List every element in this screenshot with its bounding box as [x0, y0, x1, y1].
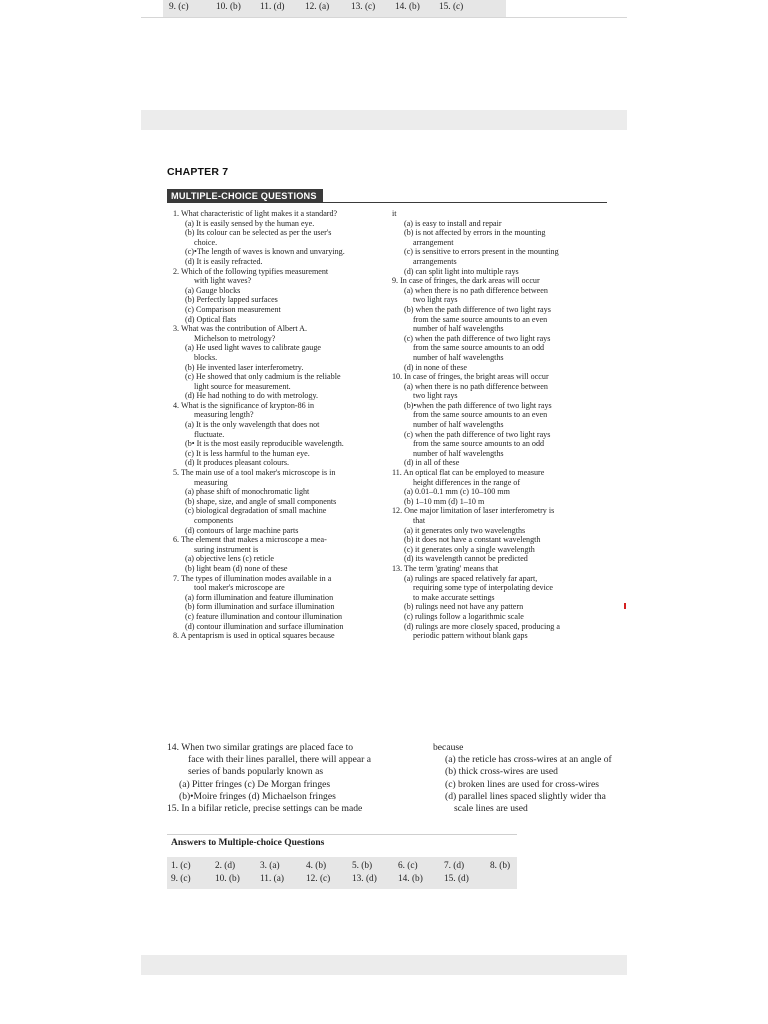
left-column-line: (b) shape, size, and angle of small components — [185, 496, 337, 506]
answers-row-1 — [171, 861, 520, 871]
top-answers-row — [169, 2, 479, 12]
red-marker-dot — [624, 603, 626, 609]
right-column-line: (c) is sensitive to errors present in the mounting — [404, 247, 559, 257]
answer-item: 15. (c) — [439, 2, 464, 12]
left-column-line: (d) contour illumination and surface illumination — [185, 621, 344, 631]
bottom-right-line: (a) the reticle has cross-wires at an angle of — [445, 754, 612, 766]
bottom-right-line: (d) parallel lines spaced slightly wider tha — [445, 790, 606, 802]
right-column-line: (a) rulings are spaced relatively far apart, — [404, 573, 538, 583]
left-column-line: (c) feature illumination and contour illumination — [185, 611, 343, 621]
right-column-line: (b) 1–10 mm (d) 1–10 m — [404, 496, 485, 506]
left-column-line: (b) Its colour can be selected as per the user's — [185, 228, 332, 238]
left-column-line: (b) He invented laser interferometry. — [185, 362, 304, 372]
right-column-line: requiring some type of interpolating device — [413, 583, 554, 593]
left-column-line: 6. The element that makes a microscope a mea- — [173, 535, 327, 545]
right-column-line: (d) rulings are more closely spaced, producing a — [404, 621, 560, 631]
right-column-line: two light rays — [413, 391, 458, 401]
left-column-line: 5. The main use of a tool maker's microscope is in — [173, 468, 336, 478]
left-column-line: measuring length? — [194, 410, 254, 420]
left-column-line: (d) contours of large machine parts — [185, 525, 299, 535]
top-divider — [141, 17, 627, 18]
right-column-line: that — [413, 516, 426, 525]
bottom-right-questions — [433, 742, 633, 815]
section-title: MULTIPLE-CHOICE QUESTIONS — [167, 189, 323, 203]
bottom-left-line: face with their lines parallel, there will appear a — [188, 754, 371, 766]
left-column-line: (d) It is easily refracted. — [185, 256, 263, 266]
left-column-line: choice. — [194, 237, 218, 247]
right-column-line: (d) can split light into multiple rays — [404, 266, 519, 276]
left-column-line: (a) phase shift of monochromatic light — [185, 487, 310, 497]
left-column-line: (b• It is the most easily reproducible wavelength. — [185, 439, 344, 449]
left-column-line: (d) He had nothing to do with metrology. — [185, 391, 319, 401]
answer-item: 6. (c) — [398, 861, 418, 871]
bottom-left-line: (a) Pitter fringes (c) De Morgan fringes — [179, 778, 331, 790]
left-column-line: (a) objective lens (c) reticle — [185, 554, 274, 564]
right-column-line: periodic pattern without blank gaps — [413, 631, 528, 641]
right-column-line: (a) 0.01–0.1 mm (c) 10–100 mm — [404, 487, 510, 497]
right-column-line: (a) when there is no path difference between — [404, 381, 548, 391]
chapter-title: CHAPTER 7 — [167, 166, 229, 178]
bottom-right-line: (b) thick cross-wires are used — [445, 766, 558, 778]
bottom-right-line: because — [433, 742, 464, 753]
right-column-line: it — [392, 209, 397, 218]
bottom-right-line: scale lines are used — [454, 803, 528, 815]
right-column-line: number of half wavelengths — [413, 420, 504, 430]
right-column-line: from the same source amounts to an odd — [413, 343, 545, 353]
page-separator-bottom — [141, 955, 627, 975]
left-column-line: Michelson to metrology? — [194, 333, 276, 343]
left-column-line: fluctuate. — [194, 429, 225, 439]
left-column-line: (a) It is easily sensed by the human eye. — [185, 218, 315, 228]
right-column-line: (a) is easy to install and repair — [404, 218, 502, 228]
left-column-line: (a) He used light waves to calibrate gauge — [185, 343, 321, 353]
right-column-line: from the same source amounts to an even — [413, 410, 548, 420]
right-column-line: 11. An optical flat can be employed to measure — [392, 468, 545, 478]
left-column-line: (a) form illumination and feature illumination — [185, 592, 334, 602]
answer-item: 2. (d) — [215, 861, 236, 871]
right-column-line: (b) when the path difference of two light rays — [404, 304, 551, 314]
answer-item: 12. (a) — [305, 2, 330, 12]
right-column-line: (b)•when the path difference of two light rays — [404, 400, 552, 410]
answer-item: 8. (b) — [490, 861, 511, 871]
answers-row-2 — [171, 874, 490, 884]
top-answers-band — [163, 0, 506, 17]
left-column-line: tool maker's microscope are — [194, 583, 285, 593]
bottom-left-questions — [167, 742, 422, 815]
left-column-line: (d) Optical flats — [185, 314, 237, 324]
right-column-line: number of half wavelengths — [413, 352, 504, 362]
right-column-line: (c) when the path difference of two light rays — [404, 429, 551, 439]
page-separator-top — [141, 110, 627, 130]
left-column-line: suring instrument is — [194, 544, 259, 554]
answer-item: 12. (c) — [306, 874, 331, 884]
left-column-line: 3. What was the contribution of Albert A. — [173, 324, 308, 334]
right-column-line: 12. One major limitation of laser interferometry is — [392, 506, 555, 516]
right-column-line: (b) it does not have a constant wavelength — [404, 535, 541, 545]
right-column-line: (d) its wavelength cannot be predicted — [404, 554, 528, 564]
bottom-left-line: series of bands popularly known as — [188, 766, 324, 778]
left-column-line: (b) Perfectly lapped surfaces — [185, 295, 278, 305]
bottom-left-line: 15. In a bifilar reticle, precise settings can be made — [167, 803, 363, 815]
left-column-line: (b) form illumination and surface illumination — [185, 602, 335, 612]
answer-item: 1. (c) — [171, 861, 191, 871]
bottom-left-line: (b)•Moire fringes (d) Michaelson fringes — [179, 790, 336, 802]
right-column-line: to make accurate settings — [413, 592, 495, 602]
right-column-line: from the same source amounts to an odd — [413, 439, 545, 449]
right-column-line: (c) it generates only a single wavelength — [404, 544, 535, 554]
answers-band — [167, 857, 517, 889]
right-column-line: (d) in none of these — [404, 362, 467, 372]
answer-item: 10. (b) — [215, 874, 240, 884]
left-column-line: (c) It is less harmful to the human eye. — [185, 448, 310, 458]
right-column-line: 10. In case of fringes, the bright areas will occur — [392, 372, 549, 382]
right-column-line: two light rays — [413, 295, 458, 305]
bottom-left-line: 14. When two similar gratings are placed face to — [167, 742, 354, 753]
left-column-line: (b) light beam (d) none of these — [185, 563, 288, 573]
left-column-line: with light waves? — [194, 276, 252, 286]
right-column-line: arrangements — [413, 256, 457, 266]
left-column-line: measuring — [194, 477, 228, 487]
section-rule — [167, 202, 607, 203]
bottom-right-line: (c) broken lines are used for cross-wires — [445, 778, 599, 790]
left-column-line: 8. A pentaprism is used in optical squares because — [173, 631, 335, 641]
answer-item: 14. (b) — [398, 874, 423, 884]
right-column-line: (d) in all of these — [404, 458, 460, 468]
left-column-line: (d) It produces pleasant colours. — [185, 458, 290, 468]
right-column-line: from the same source amounts to an even — [413, 314, 548, 324]
answer-item: 11. (d) — [260, 2, 285, 12]
left-column-line: (c) He showed that only cadmium is the reliable — [185, 372, 341, 382]
answers-title-text: Answers to Multiple-choice Questions — [171, 838, 325, 848]
answer-item: 13. (c) — [351, 2, 376, 12]
left-column-line: 1. What characteristic of light makes it a standard? — [173, 209, 338, 218]
right-question-column — [392, 209, 617, 641]
left-column-line: (c)•The length of waves is known and unvarying. — [185, 247, 345, 257]
answer-item: 10. (b) — [216, 2, 241, 12]
right-column-line: (a) it generates only two wavelengths — [404, 525, 526, 535]
right-column-line: (b) is not affected by errors in the mounting — [404, 228, 546, 238]
answer-item: 15. (d) — [444, 874, 469, 884]
answers-title — [167, 834, 517, 853]
left-column-line: light source for measurement. — [194, 381, 291, 391]
right-column-line: (b) rulings need not have any pattern — [404, 602, 524, 612]
answer-item: 11. (a) — [260, 874, 284, 884]
right-column-line: 13. The term 'grating' means that — [392, 563, 499, 573]
left-column-line: components — [194, 516, 234, 525]
left-column-line: blocks. — [194, 352, 218, 362]
left-column-line: (c) Comparison measurement — [185, 304, 281, 314]
left-column-line: (a) It is the only wavelength that does not — [185, 420, 320, 430]
right-column-line: number of half wavelengths — [413, 324, 504, 334]
right-column-line: 9. In case of fringes, the dark areas will occur — [392, 276, 540, 286]
left-column-line: (a) Gauge blocks — [185, 285, 241, 295]
answer-item: 5. (b) — [352, 861, 373, 871]
section-header — [167, 189, 607, 203]
left-question-column — [173, 209, 388, 641]
right-column-line: arrangement — [413, 237, 454, 247]
answer-item: 9. (c) — [171, 874, 191, 884]
answer-item: 14. (b) — [395, 2, 420, 12]
right-column-line: (a) when there is no path difference between — [404, 285, 548, 295]
right-column-line: number of half wavelengths — [413, 448, 504, 458]
right-column-line: (c) rulings follow a logarithmic scale — [404, 611, 524, 621]
right-column-line: height differences in the range of — [413, 477, 521, 487]
answer-item: 13. (d) — [352, 874, 377, 884]
left-column-line: (c) biological degradation of small machine — [185, 506, 327, 516]
answer-item: 4. (b) — [306, 861, 327, 871]
answer-item: 9. (c) — [169, 2, 189, 12]
right-column-line: (c) when the path difference of two light rays — [404, 333, 551, 343]
answer-item: 3. (a) — [260, 861, 280, 871]
left-column-line: 4. What is the significance of krypton-86 in — [173, 400, 315, 410]
left-column-line: 7. The types of illumination modes available in a — [173, 573, 332, 583]
answer-item: 7. (d) — [444, 861, 465, 871]
left-column-line: 2. Which of the following typifies measurement — [173, 266, 329, 276]
